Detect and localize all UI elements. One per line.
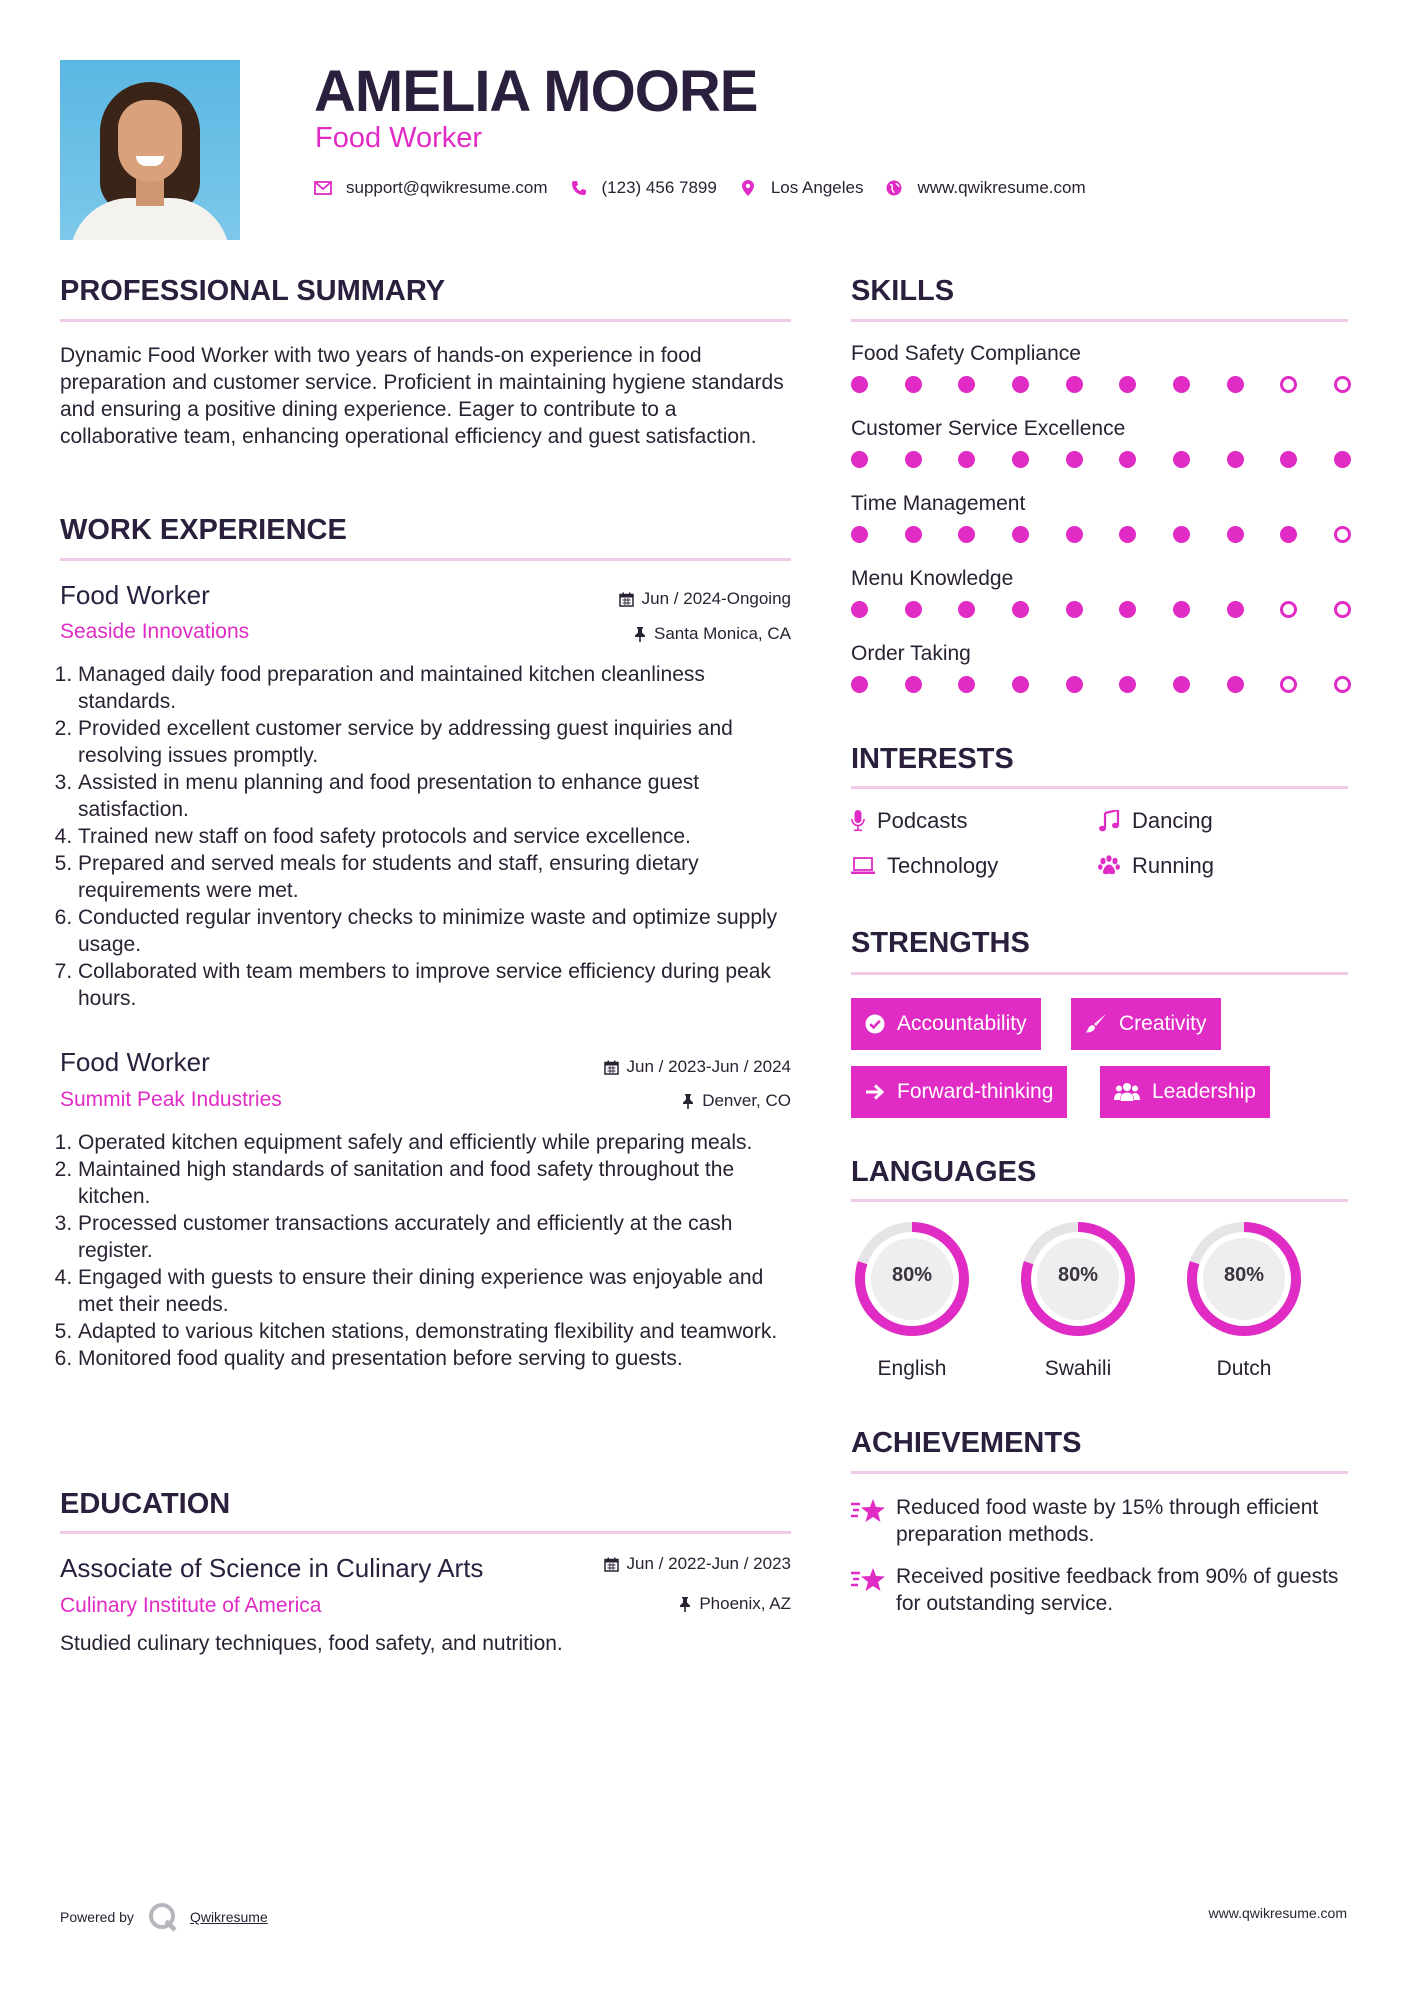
- strength-tag-leadership: [1100, 1066, 1270, 1118]
- summary-heading: PROFESSIONAL SUMMARY: [60, 275, 446, 307]
- language-item: [851, 1218, 973, 1381]
- list-item: 7. Collaborated with team members to improve service efficiency during peak hours.: [78, 958, 791, 1012]
- interest-running: [1098, 853, 1214, 879]
- rating-dot-filled: [1227, 601, 1244, 618]
- list-item: 4. Engaged with guests to ensure their dining experience was enjoyable and met their needs.: [78, 1264, 791, 1318]
- job-location: [634, 624, 791, 644]
- skill-row: [851, 342, 1351, 417]
- list-item: 5. Adapted to various kitchen stations, demonstrating flexibility and teamwork.: [78, 1318, 791, 1345]
- rating-dot-filled: [905, 676, 922, 693]
- strength-label: Forward-thinking: [897, 1080, 1054, 1103]
- job-company: Seaside Innovations: [60, 620, 250, 643]
- rating-dot-filled: [958, 676, 975, 693]
- rating-dot-filled: [1173, 601, 1190, 618]
- qwikresume-logo-icon: [148, 1902, 178, 1932]
- list-item: 3. Processed customer transactions accurately and efficiently at the cash register.: [78, 1210, 791, 1264]
- interest-technology: [851, 853, 998, 879]
- arrow-right-icon: [865, 1083, 885, 1101]
- language-percent: 80%: [1057, 1264, 1099, 1286]
- rating-dot-empty: [1334, 676, 1351, 693]
- job-duties-list: [60, 661, 791, 1012]
- languages-heading: LANGUAGES: [851, 1156, 1037, 1188]
- experience-heading: WORK EXPERIENCE: [60, 514, 347, 546]
- interest-label: Running: [1132, 853, 1214, 878]
- candidate-role: Food Worker: [315, 122, 483, 154]
- job-title: Food Worker: [60, 580, 210, 610]
- job-duties-list: [60, 1129, 791, 1372]
- location-text: Los Angeles: [770, 178, 864, 197]
- rating-dot-filled: [1012, 526, 1029, 543]
- job-company: Summit Peak Industries: [60, 1088, 282, 1111]
- skills-divider: [851, 319, 1348, 322]
- strengths-heading: STRENGTHS: [851, 927, 1030, 959]
- job-location-text: Santa Monica, CA: [653, 624, 791, 643]
- language-percent: 80%: [891, 1264, 933, 1286]
- degree-title: Associate of Science in Culinary Arts: [60, 1553, 484, 1583]
- calendar-icon: [619, 592, 634, 607]
- education-dates: [604, 1554, 791, 1574]
- rating-dot-filled: [1012, 451, 1029, 468]
- achievement-text: Received positive feedback from 90% of guests for outstanding service.: [896, 1565, 1339, 1615]
- education-dates-text: Jun / 2022-Jun / 2023: [626, 1554, 791, 1573]
- skill-rating-dots: [851, 676, 1351, 693]
- achievement-item: [851, 1494, 1348, 1548]
- rating-dot-empty: [1280, 601, 1297, 618]
- interest-label: Technology: [887, 853, 999, 878]
- strength-tag-accountability: [851, 998, 1041, 1050]
- rating-dot-filled: [1012, 376, 1029, 393]
- rating-dot-empty: [1334, 526, 1351, 543]
- rating-dot-filled: [1119, 676, 1136, 693]
- rating-dot-filled: [958, 601, 975, 618]
- rating-dot-filled: [1280, 451, 1297, 468]
- email-link[interactable]: support@qwikresume.com: [346, 178, 548, 197]
- language-item: [1183, 1218, 1305, 1381]
- rating-dot-filled: [958, 451, 975, 468]
- rating-dot-filled: [905, 601, 922, 618]
- summary-divider: [60, 319, 791, 322]
- rating-dot-filled: [1066, 601, 1083, 618]
- strength-label: Leadership: [1152, 1080, 1256, 1103]
- rating-dot-filled: [1227, 526, 1244, 543]
- skill-name: Menu Knowledge: [851, 567, 1014, 590]
- skill-name: Food Safety Compliance: [851, 342, 1081, 365]
- paintbrush-icon: [1085, 1013, 1107, 1035]
- education-description: Studied culinary techniques, food safety, and nutrition.: [60, 1632, 563, 1655]
- language-name: Swahili: [1044, 1357, 1112, 1380]
- globe-icon: [885, 179, 903, 197]
- achievements-divider: [851, 1471, 1348, 1474]
- list-item: 3. Assisted in menu planning and food presentation to enhance guest satisfaction.: [78, 769, 791, 823]
- rating-dot-filled: [1066, 451, 1083, 468]
- skills-list: [851, 342, 1351, 717]
- map-pin-icon: [739, 179, 757, 197]
- rating-dot-filled: [1227, 676, 1244, 693]
- education-location: [679, 1594, 791, 1614]
- job-dates: [604, 1057, 791, 1077]
- strengths-divider: [851, 972, 1348, 975]
- job-dates-text: Jun / 2024-Ongoing: [641, 589, 791, 608]
- powered-by-label: Powered by: [60, 1909, 134, 1925]
- achievement-item: [851, 1563, 1348, 1617]
- rating-dot-filled: [1119, 451, 1136, 468]
- list-item: 6. Conducted regular inventory checks to minimize waste and optimize supply usage.: [78, 904, 791, 958]
- phone-number: (123) 456 7899: [601, 178, 717, 197]
- skill-name: Order Taking: [851, 642, 971, 665]
- rating-dot-filled: [1334, 451, 1351, 468]
- achievements-heading: ACHIEVEMENTS: [851, 1427, 1082, 1459]
- skill-rating-dots: [851, 601, 1351, 618]
- paw-icon: [1098, 855, 1120, 877]
- language-percent: 80%: [1223, 1264, 1265, 1286]
- interest-label: Dancing: [1132, 808, 1213, 833]
- language-name: Dutch: [1216, 1357, 1272, 1380]
- school-name: Culinary Institute of America: [60, 1594, 322, 1617]
- calendar-icon: [604, 1060, 619, 1075]
- users-icon: [1114, 1082, 1140, 1102]
- language-item: [1017, 1218, 1139, 1381]
- rating-dot-filled: [1066, 676, 1083, 693]
- footer-website[interactable]: www.qwikresume.com: [1208, 1905, 1347, 1921]
- skill-rating-dots: [851, 376, 1351, 393]
- pushpin-icon: [679, 1597, 691, 1612]
- languages-divider: [851, 1199, 1348, 1202]
- list-item: 2. Provided excellent customer service by addressing guest inquiries and resolving issues promptly.: [78, 715, 791, 769]
- list-item: 5. Prepared and served meals for students and staff, ensuring dietary requirements were met.: [78, 850, 791, 904]
- interest-dancing: [1098, 808, 1213, 834]
- interests-heading: INTERESTS: [851, 743, 1014, 775]
- rating-dot-filled: [1173, 676, 1190, 693]
- interest-podcasts: [851, 808, 968, 834]
- job-location-text: Denver, CO: [702, 1091, 791, 1110]
- calendar-icon: [604, 1557, 619, 1572]
- rating-dot-filled: [1012, 601, 1029, 618]
- rating-dot-filled: [1066, 526, 1083, 543]
- summary-text: Dynamic Food Worker with two years of hands-on experience in food preparation and customer service. Proficient in maintaining hygiene standards and ensuring a positive dining experience. Eager to contribute to a collaborative team, enhancing operational efficiency and guest satisfaction.: [60, 344, 784, 448]
- rating-dot-filled: [958, 526, 975, 543]
- check-circle-icon: [865, 1014, 885, 1034]
- skill-rating-dots: [851, 526, 1351, 543]
- job-dates-text: Jun / 2023-Jun / 2024: [626, 1057, 791, 1076]
- rating-dot-filled: [851, 376, 868, 393]
- pushpin-icon: [634, 627, 646, 642]
- strength-label: Accountability: [897, 1012, 1027, 1035]
- profile-photo: [60, 60, 240, 240]
- rating-dot-filled: [1173, 451, 1190, 468]
- rating-dot-filled: [1012, 676, 1029, 693]
- list-item: 6. Monitored food quality and presentation before serving to guests.: [78, 1345, 791, 1372]
- skills-heading: SKILLS: [851, 275, 955, 307]
- education-divider: [60, 1531, 791, 1534]
- languages-list: [851, 1218, 1351, 1388]
- laptop-icon: [851, 857, 875, 875]
- rating-dot-filled: [1227, 376, 1244, 393]
- rating-dot-filled: [851, 526, 868, 543]
- education-location-text: Phoenix, AZ: [699, 1594, 791, 1613]
- skill-rating-dots: [851, 451, 1351, 468]
- rating-dot-filled: [1280, 526, 1297, 543]
- music-note-icon: [1098, 810, 1120, 832]
- rating-dot-filled: [1173, 526, 1190, 543]
- job-title: Food Worker: [60, 1047, 210, 1077]
- rating-dot-filled: [1119, 376, 1136, 393]
- rating-dot-filled: [851, 601, 868, 618]
- rating-dot-filled: [1119, 526, 1136, 543]
- list-item: 4. Trained new staff on food safety protocols and service excellence.: [78, 823, 791, 850]
- footer-powered-by: [60, 1902, 268, 1932]
- skill-name: Time Management: [851, 492, 1026, 515]
- achievement-text: Reduced food waste by 15% through efficient preparation methods.: [896, 1496, 1319, 1546]
- website-link[interactable]: www.qwikresume.com: [917, 178, 1086, 197]
- rating-dot-filled: [851, 451, 868, 468]
- job-location: [682, 1091, 791, 1111]
- strength-tag-forward-thinking: [851, 1066, 1067, 1118]
- rating-dot-filled: [1173, 376, 1190, 393]
- shooting-star-icon: [851, 1496, 887, 1548]
- contact-row: [314, 178, 1108, 198]
- rating-dot-filled: [1227, 451, 1244, 468]
- skill-row: [851, 642, 1351, 717]
- list-item: 2. Maintained high standards of sanitation and food safety throughout the kitchen.: [78, 1156, 791, 1210]
- rating-dot-filled: [958, 376, 975, 393]
- interests-divider: [851, 786, 1348, 789]
- rating-dot-empty: [1280, 376, 1297, 393]
- qwikresume-link[interactable]: Qwikresume: [189, 1909, 268, 1925]
- experience-divider: [60, 558, 791, 561]
- strength-tag-creativity: [1071, 998, 1221, 1050]
- rating-dot-filled: [1066, 376, 1083, 393]
- pushpin-icon: [682, 1094, 694, 1109]
- list-item: 1. Managed daily food preparation and maintained kitchen cleanliness standards.: [78, 661, 791, 715]
- microphone-icon: [851, 810, 865, 832]
- rating-dot-empty: [1334, 376, 1351, 393]
- interest-label: Podcasts: [877, 808, 968, 833]
- rating-dot-empty: [1280, 676, 1297, 693]
- candidate-name: AMELIA MOORE: [314, 59, 758, 124]
- rating-dot-filled: [851, 676, 868, 693]
- skill-row: [851, 492, 1351, 567]
- phone-icon: [570, 179, 588, 197]
- rating-dot-filled: [905, 451, 922, 468]
- shooting-star-icon: [851, 1565, 887, 1617]
- education-heading: EDUCATION: [60, 1488, 231, 1520]
- skill-name: Customer Service Excellence: [851, 417, 1126, 440]
- skill-row: [851, 417, 1351, 492]
- job-dates: [619, 589, 791, 609]
- rating-dot-filled: [905, 526, 922, 543]
- list-item: 1. Operated kitchen equipment safely and efficiently while preparing meals.: [78, 1129, 791, 1156]
- strength-label: Creativity: [1119, 1012, 1207, 1035]
- skill-row: [851, 567, 1351, 642]
- rating-dot-filled: [905, 376, 922, 393]
- rating-dot-filled: [1119, 601, 1136, 618]
- language-name: English: [877, 1357, 947, 1380]
- rating-dot-empty: [1334, 601, 1351, 618]
- envelope-icon: [314, 179, 332, 197]
